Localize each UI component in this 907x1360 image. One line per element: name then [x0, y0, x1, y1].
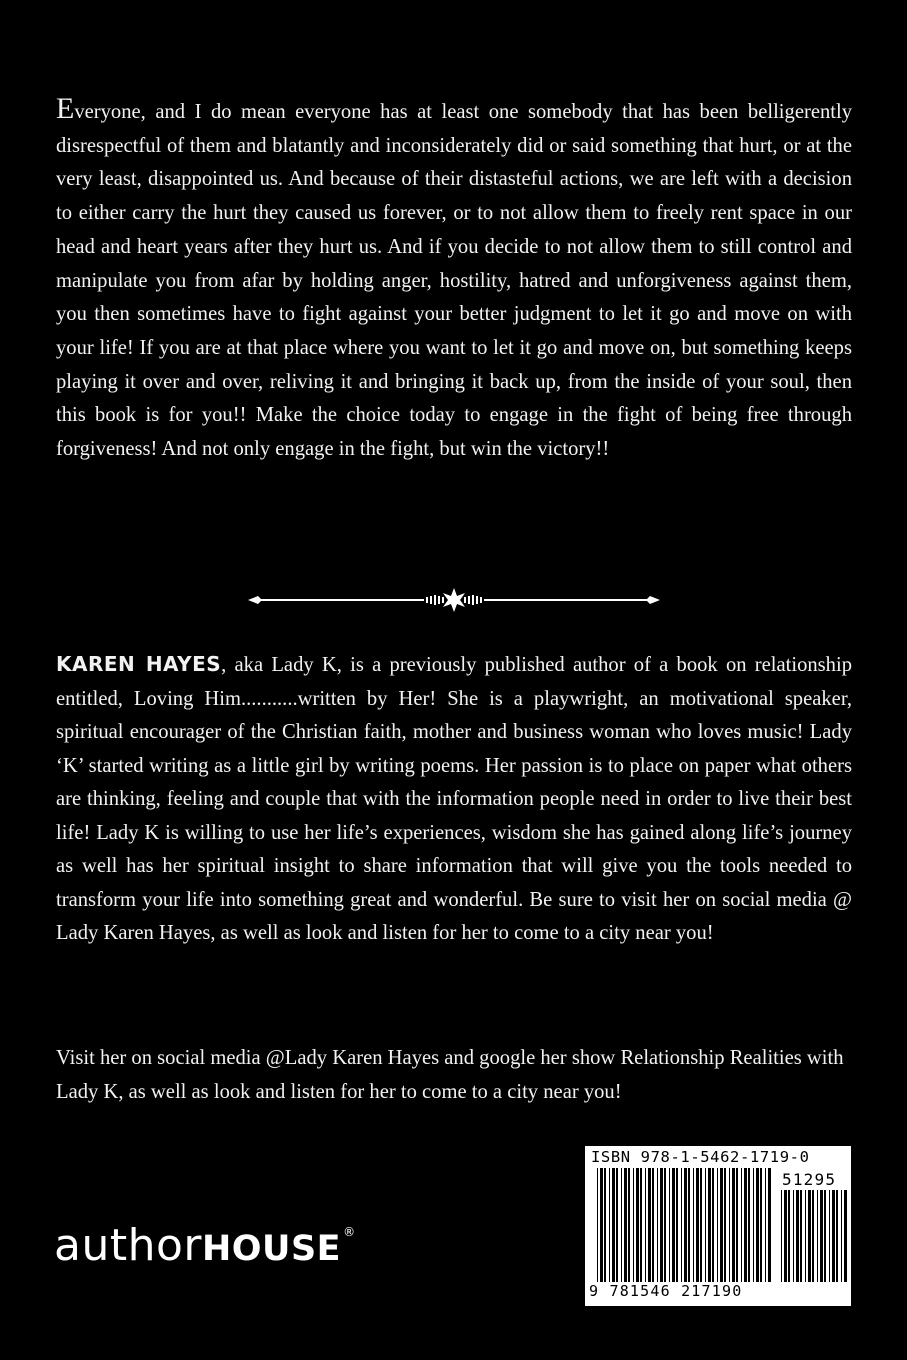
ean-digits: 9 781546 217190 — [589, 1282, 743, 1300]
author-bio-text: , aka Lady K, is a previously published author of a book on relationship entitled, Loving Him...........written by Her! She is a playwright, an motivational speaker, spiritual encourager of the Christian faith, mother and business woman who loves music! Lady ‘K’ started writing as a little girl by writing poems. Her passion is to place on paper what others are thinking, feeling and couple that with the information people need in order to live their best life! Lady K is willing to use her life’s experiences, wisdom she has gained along life’s journey as well has her spiritual insight to share information that will give you the tools needed to transform your life into something great and wonderful. Be sure to visit her on social media @ Lady Karen Hayes, as well as look and listen for her to come to a city near you! — [56, 654, 852, 944]
publisher-logo-house: HOUSE — [202, 1229, 342, 1269]
publisher-logo-author: author — [54, 1220, 202, 1271]
back-cover-blurb — [56, 92, 852, 467]
author-name: KAREN HAYES — [56, 652, 222, 676]
author-bio — [56, 648, 852, 951]
blurb-text: veryone, and I do mean everyone has at least one somebody that has been belligerently disrespectful of them and blatantly and inconsiderately did or said something that hurt, or at the very least, disappointed us. And because of their distasteful actions, we are left with a decision to either carry the hurt they caused us forever, or to not allow them to freely rent space in our head and heart years after they hurt us. And if you decide to not allow them to still control and manipulate you from afar by holding anger, hostility, hatred and unforgiveness against them, you then sometimes have to fight against your better judgment to let it go and move on with your life! If you are at that place where you want to let it go and move on, but something keeps playing it over and over, reliving it and bringing it back up, from the inside of your soul, then this book is for you!! Make the choice today to engage in the fight of being free through forgiveness! And not only engage in the fight, but win the victory!! — [56, 101, 852, 461]
isbn-barcode — [585, 1146, 851, 1306]
registered-mark: ® — [343, 1225, 356, 1239]
price-code: 51295 — [782, 1170, 837, 1189]
publisher-logo — [54, 1220, 355, 1280]
visit-note: Visit her on social media @Lady Karen Hayes and google her show Relationship Realities with Lady K, as well as look and listen for her to come to a city near you! — [56, 1047, 844, 1103]
ornamental-divider — [244, 586, 664, 614]
isbn-label: ISBN 978-1-5462-1719-0 — [591, 1148, 810, 1166]
blurb-initial-letter: E — [56, 92, 75, 125]
